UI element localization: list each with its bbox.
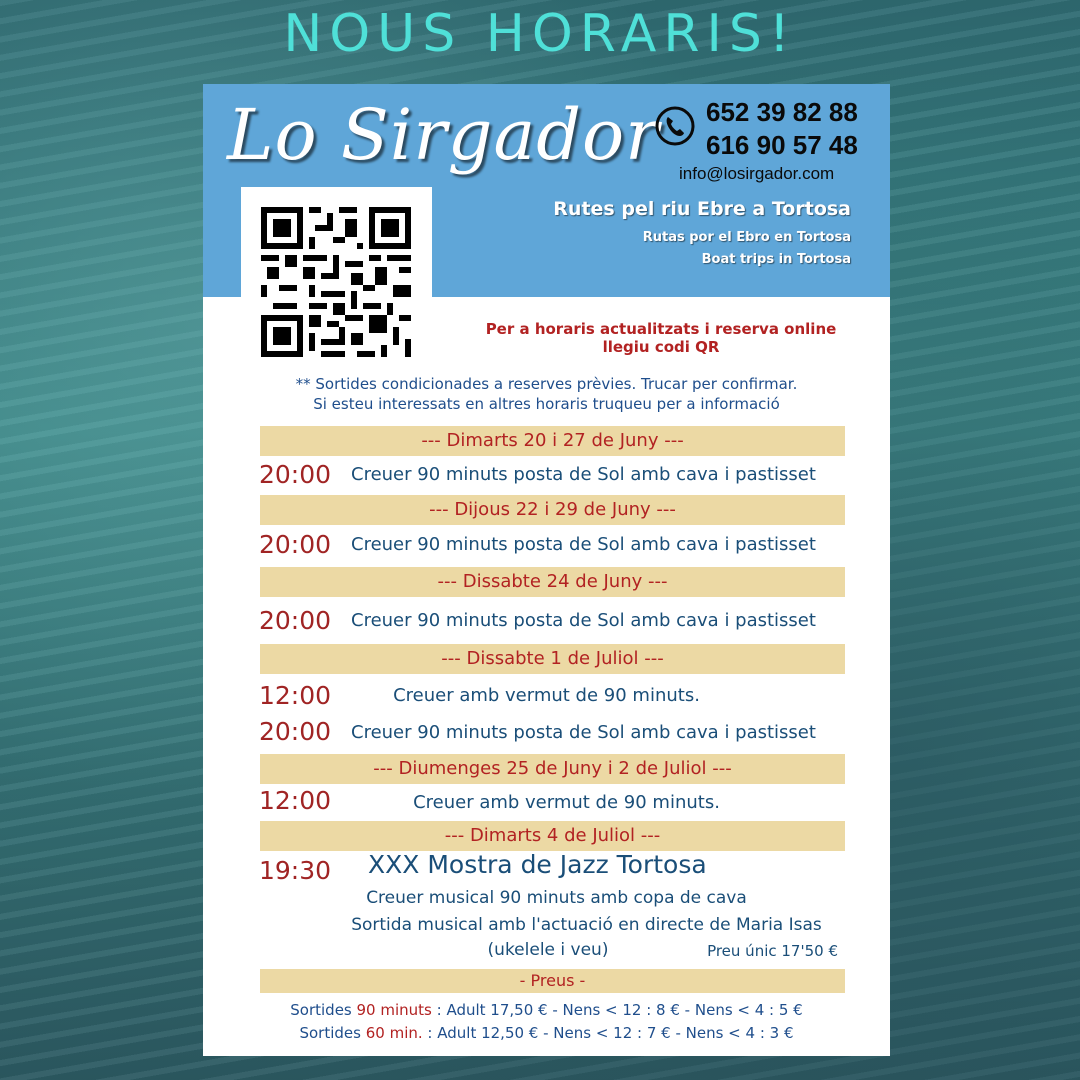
departure-time: 20:00	[259, 606, 332, 635]
price-row-duration: 90 minuts	[356, 1001, 432, 1019]
tagline-catalan: Rutes pel riu Ebre a Tortosa	[553, 198, 851, 220]
day-header: --- Dissabte 1 de Juliol ---	[260, 644, 845, 674]
trip-description: Creuer amb vermut de 90 minuts.	[393, 685, 700, 706]
price-row-prefix: Sortides	[299, 1024, 366, 1042]
booking-notice	[203, 374, 890, 414]
departure-time: 20:00	[259, 460, 332, 489]
tagline-english: Boat trips in Tortosa	[701, 252, 851, 267]
departure-time: 20:00	[259, 717, 332, 746]
qr-instructions	[461, 320, 861, 356]
departure-time: 12:00	[259, 786, 332, 815]
jazz-detail-1: Creuer musical 90 minuts amb copa de cava	[366, 888, 747, 908]
phone-number-1[interactable]: 652 39 82 88	[706, 97, 858, 127]
price-row-60min	[203, 1024, 890, 1042]
jazz-detail-2: Sortida musical amb l'actuació en directe de Maria Isas	[351, 915, 822, 935]
day-header: --- Dimarts 4 de Juliol ---	[260, 821, 845, 851]
email-link[interactable]: info@losirgador.com	[679, 164, 835, 183]
price-row-prefix: Sortides	[290, 1001, 357, 1019]
prices-header: - Preus -	[260, 969, 845, 993]
price-row-duration: 60 min.	[365, 1024, 423, 1042]
trip-description: Creuer amb vermut de 90 minuts.	[413, 792, 720, 813]
departure-time: 12:00	[259, 681, 332, 710]
day-header: --- Dissabte 24 de Juny ---	[260, 567, 845, 597]
trip-description: Creuer 90 minuts posta de Sol amb cava i pastisset	[351, 722, 816, 743]
phone-icon	[655, 106, 695, 146]
jazz-detail-3: (ukelele i veu)	[487, 940, 609, 960]
departure-time: 19:30	[259, 856, 332, 885]
day-header: --- Dijous 22 i 29 de Juny ---	[260, 495, 845, 525]
trip-description: Creuer 90 minuts posta de Sol amb cava i pastisset	[351, 610, 816, 631]
qr-code[interactable]	[241, 187, 432, 367]
price-row-values: : Adult 12,50 € - Nens < 12 : 7 € - Nens < 4 : 3 €	[422, 1024, 794, 1042]
trip-description: Creuer 90 minuts posta de Sol amb cava i pastisset	[351, 464, 816, 485]
event-title: XXX Mostra de Jazz Tortosa	[368, 850, 707, 879]
qr-note-line1: Per a horaris actualitzats i reserva online	[485, 320, 837, 338]
trip-description: Creuer 90 minuts posta de Sol amb cava i pastisset	[351, 534, 816, 555]
price-row-90min	[203, 1001, 890, 1019]
phone-number-2[interactable]: 616 90 57 48	[706, 130, 858, 160]
day-header: --- Dimarts 20 i 27 de Juny ---	[260, 426, 845, 456]
price-row-values: : Adult 17,50 € - Nens < 12 : 8 € - Nens < 4 : 5 €	[431, 1001, 803, 1019]
departure-time: 20:00	[259, 530, 332, 559]
qr-note-line2: llegiu codi QR	[602, 338, 720, 356]
tagline-spanish: Rutas por el Ebro en Tortosa	[642, 230, 851, 245]
notice-line1: ** Sortides condicionades a reserves prèvies. Trucar per confirmar.	[295, 375, 798, 393]
headline: NOUS HORARIS!	[283, 4, 797, 64]
qr-code-icon	[261, 207, 411, 357]
jazz-price: Preu únic 17'50 €	[707, 942, 838, 960]
brand-title: Lo Sirgador	[227, 94, 660, 176]
notice-line2: Si esteu interessats en altres horaris truqueu per a informació	[313, 395, 780, 413]
flyer-card	[203, 84, 890, 1056]
day-header: --- Diumenges 25 de Juny i 2 de Juliol ---	[260, 754, 845, 784]
